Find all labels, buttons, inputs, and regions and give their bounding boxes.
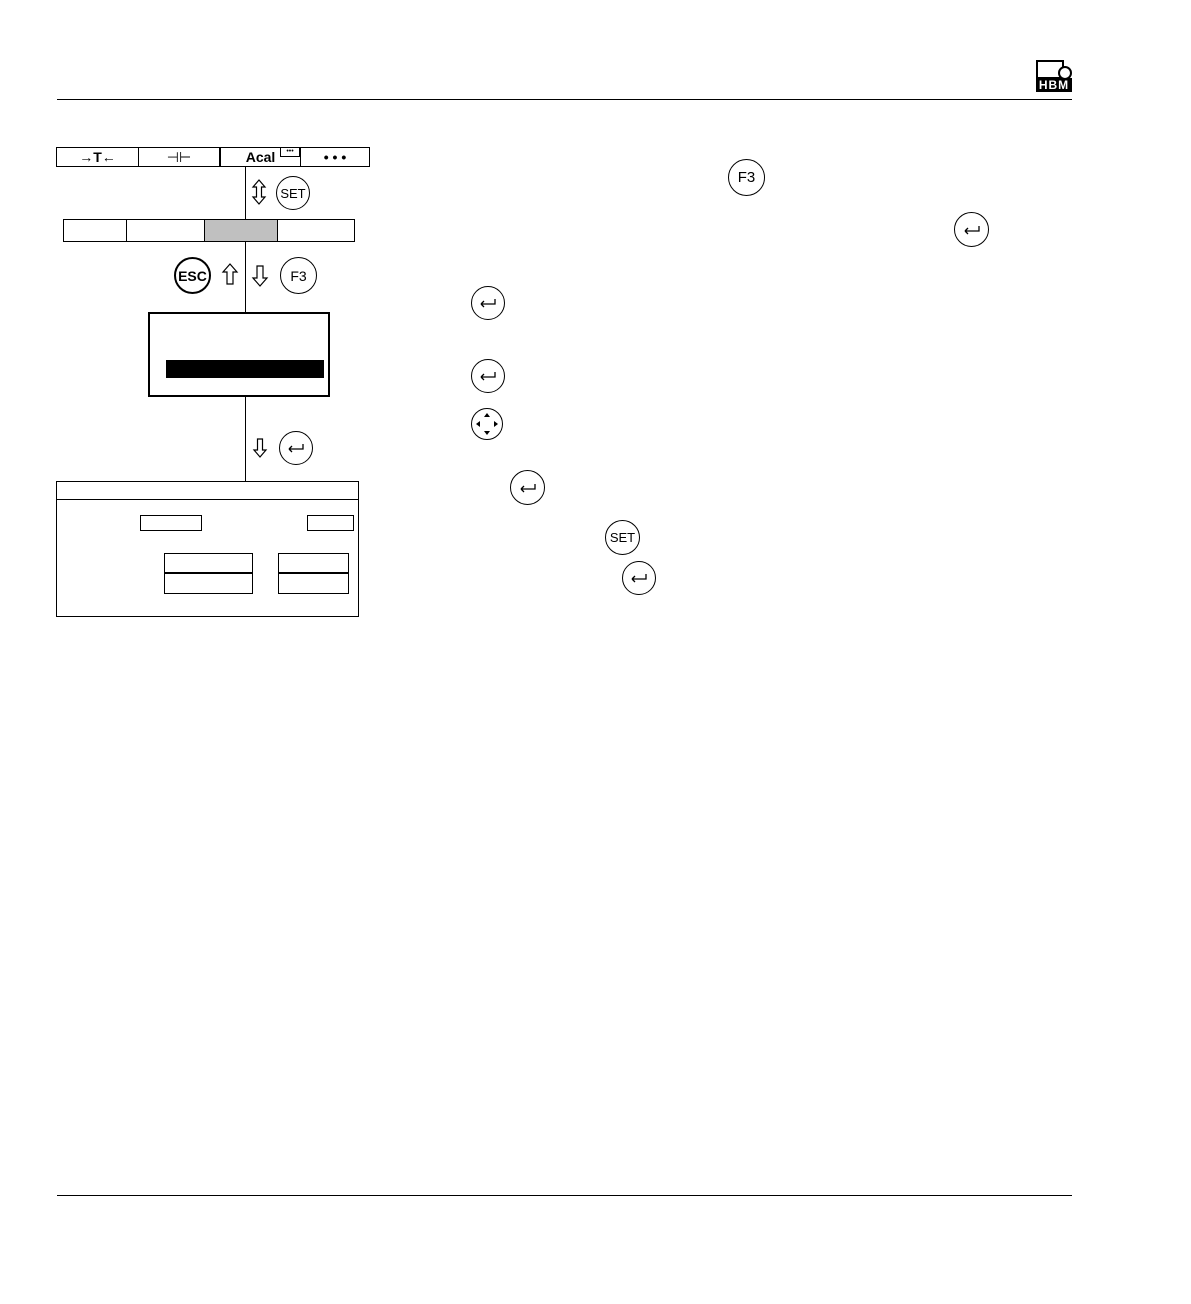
set-key[interactable] bbox=[276, 176, 310, 210]
set-key-label: SET bbox=[280, 185, 306, 201]
connector-3 bbox=[245, 397, 246, 481]
f3-key[interactable] bbox=[280, 257, 317, 294]
menu-bar-seg-3-selected[interactable] bbox=[205, 220, 278, 241]
tare-label: →T← bbox=[79, 149, 116, 165]
instruction-enter-key-2 bbox=[471, 286, 505, 320]
enter-icon bbox=[518, 483, 538, 493]
acal-label: Acal bbox=[245, 149, 276, 165]
menu-highlight-row[interactable] bbox=[166, 360, 324, 378]
instruction-enter-key-5 bbox=[622, 561, 656, 595]
header-rule bbox=[57, 99, 1072, 100]
hbm-logo-mark bbox=[1036, 60, 1072, 80]
connector-2 bbox=[245, 242, 246, 312]
instruction-enter-key-4 bbox=[510, 470, 545, 505]
dialog-field-1[interactable] bbox=[140, 515, 202, 531]
channel-label: ⊣⊢ bbox=[166, 148, 192, 165]
enter-icon bbox=[478, 371, 498, 381]
dialog-field-6[interactable] bbox=[278, 573, 349, 594]
dialog-field-4[interactable] bbox=[164, 573, 253, 594]
up-arrow-icon bbox=[221, 263, 239, 285]
enter-icon bbox=[286, 443, 306, 453]
tab-channel[interactable] bbox=[139, 148, 220, 166]
connector-1 bbox=[245, 167, 246, 219]
hbm-logo bbox=[1036, 60, 1072, 92]
dialog-window bbox=[56, 481, 359, 617]
menu-bar bbox=[63, 219, 355, 242]
instruction-set-label: SET bbox=[609, 530, 636, 545]
dialog-field-2[interactable] bbox=[307, 515, 354, 531]
instruction-f3-key bbox=[728, 159, 765, 196]
menu-bar-seg-2[interactable] bbox=[127, 220, 205, 241]
cursor-keys-icon bbox=[473, 410, 501, 438]
f3-key-label: F3 bbox=[290, 267, 307, 284]
tab-acal[interactable] bbox=[220, 148, 301, 166]
function-bar bbox=[56, 147, 370, 167]
dialog-field-3[interactable] bbox=[164, 553, 253, 573]
instruction-cursor-keys bbox=[471, 408, 503, 440]
tab-more[interactable] bbox=[301, 148, 369, 166]
down-arrow-icon-2 bbox=[252, 438, 268, 458]
enter-icon bbox=[962, 225, 982, 235]
instruction-enter-key-3 bbox=[471, 359, 505, 393]
dialog-title-rule bbox=[57, 499, 358, 500]
more-label: • • • bbox=[323, 149, 347, 165]
instruction-enter-key-1 bbox=[954, 212, 989, 247]
up-down-arrow-icon bbox=[251, 179, 267, 205]
enter-icon bbox=[478, 298, 498, 308]
menu-bar-seg-1[interactable] bbox=[64, 220, 127, 241]
enter-icon bbox=[629, 573, 649, 583]
acal-badge: ••• bbox=[280, 147, 300, 157]
down-arrow-icon bbox=[251, 265, 269, 287]
esc-key-label: ESC bbox=[178, 267, 207, 284]
instruction-set-key bbox=[605, 520, 640, 555]
instruction-f3-label: F3 bbox=[737, 169, 756, 186]
dialog-field-5[interactable] bbox=[278, 553, 349, 573]
tab-tare[interactable] bbox=[57, 148, 139, 166]
hbm-logo-text: HBM bbox=[1036, 78, 1072, 92]
menu-bar-seg-4[interactable] bbox=[278, 220, 354, 241]
enter-key[interactable] bbox=[279, 431, 313, 465]
footer-rule bbox=[57, 1195, 1072, 1196]
esc-key[interactable] bbox=[174, 257, 211, 294]
menu-window bbox=[148, 312, 330, 397]
